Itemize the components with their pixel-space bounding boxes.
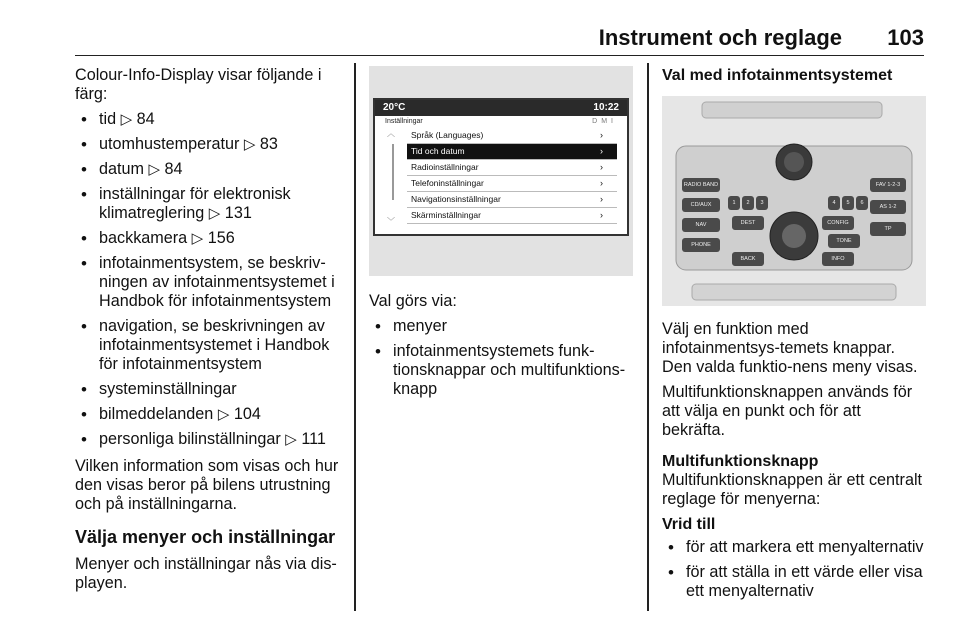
menu-item-label: Språk (Languages) [411,130,484,140]
list-item [75,185,347,223]
chevron-right-icon: › [600,130,603,140]
list-item [75,229,347,248]
panel-button: FAV 1-2-3 [870,178,906,192]
page-reference[interactable]: 111 [296,430,326,448]
arrow-in-box-icon: ▷ [208,205,221,222]
menu-item-label: Skärminställningar [411,210,481,220]
panel-button: BACK [732,252,764,266]
info-display [373,98,629,236]
settings-menu [407,128,617,224]
turn-actions-list [662,538,927,601]
list-item [75,160,347,179]
menu-item[interactable] [407,208,617,224]
panel-button: 6 [856,196,868,210]
list-item [75,135,347,154]
scroll-up-icon[interactable]: ︿ [387,129,395,138]
list-item [75,254,347,311]
list-item-text: backkamera [99,229,192,247]
list-item: • för att markera ett menyalternativ [662,538,927,557]
panel-button: RADIO BAND [682,178,720,192]
paragraph: Multifunktionsknappen är ett centralt reglage för menyerna: [662,471,923,508]
column-1 [75,66,347,599]
menu-item[interactable] [407,192,617,208]
page-reference[interactable]: 131 [220,204,252,222]
panel-button: DEST [732,216,764,230]
menu-item[interactable] [407,176,617,192]
list-item: • för att ställa in ett värde eller visa ett menyalternativ [662,563,927,601]
arrow-in-box-icon: ▷ [191,230,204,247]
list-item [75,430,347,449]
panel-button: 1 [728,196,740,210]
page-reference[interactable]: 83 [255,135,278,153]
list-item-text: navigation, se beskrivningen av infotainmentsystemet i Handbok för infotainmentsystem [99,317,330,373]
page-reference[interactable]: 84 [132,110,155,128]
breadcrumb: Inställningar [385,118,423,125]
menu-item[interactable] [407,144,617,160]
list-item-text: infotainmentsystem, se beskriv-ningen av infotainmentsystemet i Handbok för infotainmentsystem [99,254,335,310]
display-topbar [375,100,627,116]
paragraph: Menyer och inställningar nås via dis-playen. [75,555,337,592]
arrow-in-box-icon: ▷ [243,136,256,153]
subheading: Vrid till [662,516,716,533]
arrow-in-box-icon: ▷ [120,111,133,128]
list-item-text: utomhustemperatur [99,135,244,153]
page-reference[interactable]: 84 [160,160,183,178]
section-heading: Välja menyer och inställningar [75,527,336,547]
list-item: • infotainmentsystemets funk-tionsknappar och multifunktions-knapp [369,342,639,399]
panel-button: 2 [742,196,754,210]
menu-item-label: Telefoninställningar [411,178,484,188]
panel-button: TP [870,222,906,236]
list-item-text: tid [99,110,121,128]
menu-item-label: Tid och datum [411,146,465,156]
panel-button: 4 [828,196,840,210]
panel-button: CD/AUX [682,198,720,212]
list-item-text: bilmeddelanden [99,405,218,423]
arrow-in-box-icon: ▷ [285,431,297,448]
scroll-down-icon[interactable]: ﹀ [387,217,395,226]
clock-readout: 10:22 [593,102,619,113]
page-reference[interactable]: 104 [229,405,261,423]
list-item [75,317,347,374]
arrow-in-box-icon: ▷ [217,406,230,423]
panel-button: INFO [822,252,854,266]
chevron-right-icon: › [600,178,603,188]
selection-methods-list [369,317,639,399]
panel-button: AS 1-2 [870,200,906,214]
paragraph: Vilken information som visas och hur den visas beror på bilens utrustning och på inställningarna. [75,457,339,513]
page-number: 103 [887,25,924,50]
paragraph: Multifunktionsknappen används för att välja en punkt och för att bekräfta. [662,383,913,439]
column-divider [354,63,356,611]
intro-text: Colour-Info-Display visar följande i färg: [75,66,322,103]
display-screen-figure [369,66,633,276]
column-3-body [662,320,927,609]
arrow-in-box-icon: ▷ [148,161,161,178]
page-reference[interactable]: 156 [203,229,235,247]
list-item-text: personliga bilinställningar [99,430,286,448]
list-item [75,380,347,399]
page-header [75,25,924,56]
chevron-right-icon: › [600,210,603,220]
list-item: • menyer [369,317,639,336]
status-icons: DMI [592,118,617,125]
intro-text: Val görs via: [369,292,457,310]
list-item-text: inställningar för elektronisk klimatreglering [99,185,291,222]
chevron-right-icon: › [600,162,603,172]
panel-button: 5 [842,196,854,210]
menu-item[interactable] [407,128,617,144]
panel-button: CONFIG [822,216,854,230]
subheading: Multifunktionsknapp [662,453,819,470]
list-item [75,405,347,424]
panel-button: 3 [756,196,768,210]
column-3 [662,66,927,85]
paragraph: Välj en funktion med infotainmentsys-temets knappar. Den valda funktio-nens meny visas. [662,320,918,376]
panel-button: NAV [682,218,720,232]
panel-button: PHONE [682,238,720,252]
menu-item-label: Radioinställningar [411,162,479,172]
temperature-readout: 20°C [383,102,406,113]
scrollbar[interactable] [392,144,394,200]
chevron-right-icon: › [600,194,603,204]
list-item-text: datum [99,160,149,178]
panel-button: TONE [828,234,860,248]
column-2 [369,292,639,407]
control-panel-figure [662,96,926,306]
menu-item-label: Navigationsinställningar [411,194,501,204]
column-divider [647,63,649,611]
menu-item[interactable] [407,160,617,176]
chevron-right-icon: › [600,146,603,156]
page-title: Instrument och reglage [598,25,842,50]
list-item-text: systeminställningar [99,380,237,398]
display-items-list [75,110,347,449]
section-heading: Val med infotainmentsystemet [662,67,893,84]
list-item [75,110,347,129]
